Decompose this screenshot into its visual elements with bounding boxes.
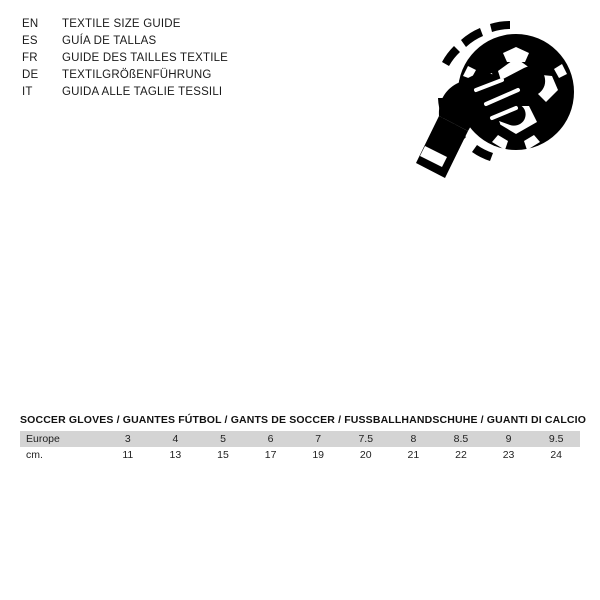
legend-code-it: IT: [22, 86, 33, 98]
legend-row-it: [22, 84, 322, 101]
size-chart: [20, 414, 587, 463]
cell-cm-3: 15: [217, 449, 229, 461]
size-chart-title: SOCCER GLOVES / GUANTES FÚTBOL / GANTS DE SOCCER / FUSSBALLHANDSCHUHE / GUANTI DI CALCIO: [20, 414, 587, 426]
cell-europe-3: 5: [220, 433, 226, 445]
legend-text-en: TEXTILE SIZE GUIDE: [62, 18, 181, 30]
goalkeeper-glove-and-ball-icon: [398, 6, 594, 192]
cell-europe-1: 3: [124, 433, 131, 445]
legend-text-de: TEXTILGRÖßENFÜHRUNG: [62, 69, 212, 81]
cell-europe-9: 9: [505, 433, 512, 445]
legend-row-en: [22, 16, 322, 33]
legend-code-de: DE: [22, 69, 39, 81]
cell-europe-6: 7.5: [358, 433, 374, 445]
legend-code-es: ES: [22, 35, 38, 47]
cell-europe-4: 6: [267, 433, 274, 445]
legend-code-fr: FR: [22, 52, 38, 64]
legend-row-de: [22, 67, 322, 84]
cell-europe-8: 8.5: [453, 433, 469, 445]
table-row: [20, 447, 580, 463]
cell-cm-4: 17: [264, 449, 277, 461]
legend-text-fr: GUIDE DES TAILLES TEXTILE: [62, 52, 229, 64]
cell-cm-6: 20: [359, 449, 372, 461]
row-label-europe: Europe: [26, 433, 60, 445]
cell-europe-2: 4: [172, 433, 179, 445]
cell-cm-2: 13: [169, 449, 182, 461]
cell-europe-10: 9.5: [548, 433, 564, 445]
cell-cm-9: 23: [502, 449, 515, 461]
legend-code-en: EN: [22, 18, 39, 30]
cell-europe-7: 8: [410, 433, 417, 445]
cell-cm-8: 22: [455, 449, 467, 461]
language-legend: [22, 16, 322, 101]
cell-cm-1: 11: [122, 449, 134, 461]
row-label-cm: cm.: [26, 449, 43, 461]
cell-cm-10: 24: [550, 449, 563, 461]
legend-row-es: [22, 33, 322, 50]
cell-europe-5: 7: [315, 433, 322, 445]
size-table: [20, 431, 580, 463]
legend-row-fr: [22, 50, 322, 67]
table-row: [20, 431, 580, 447]
cell-cm-7: 21: [407, 449, 420, 461]
legend-text-it: GUIDA ALLE TAGLIE TESSILI: [62, 86, 223, 98]
legend-text-es: GUÍA DE TALLAS: [62, 35, 157, 47]
cell-cm-5: 19: [312, 449, 325, 461]
